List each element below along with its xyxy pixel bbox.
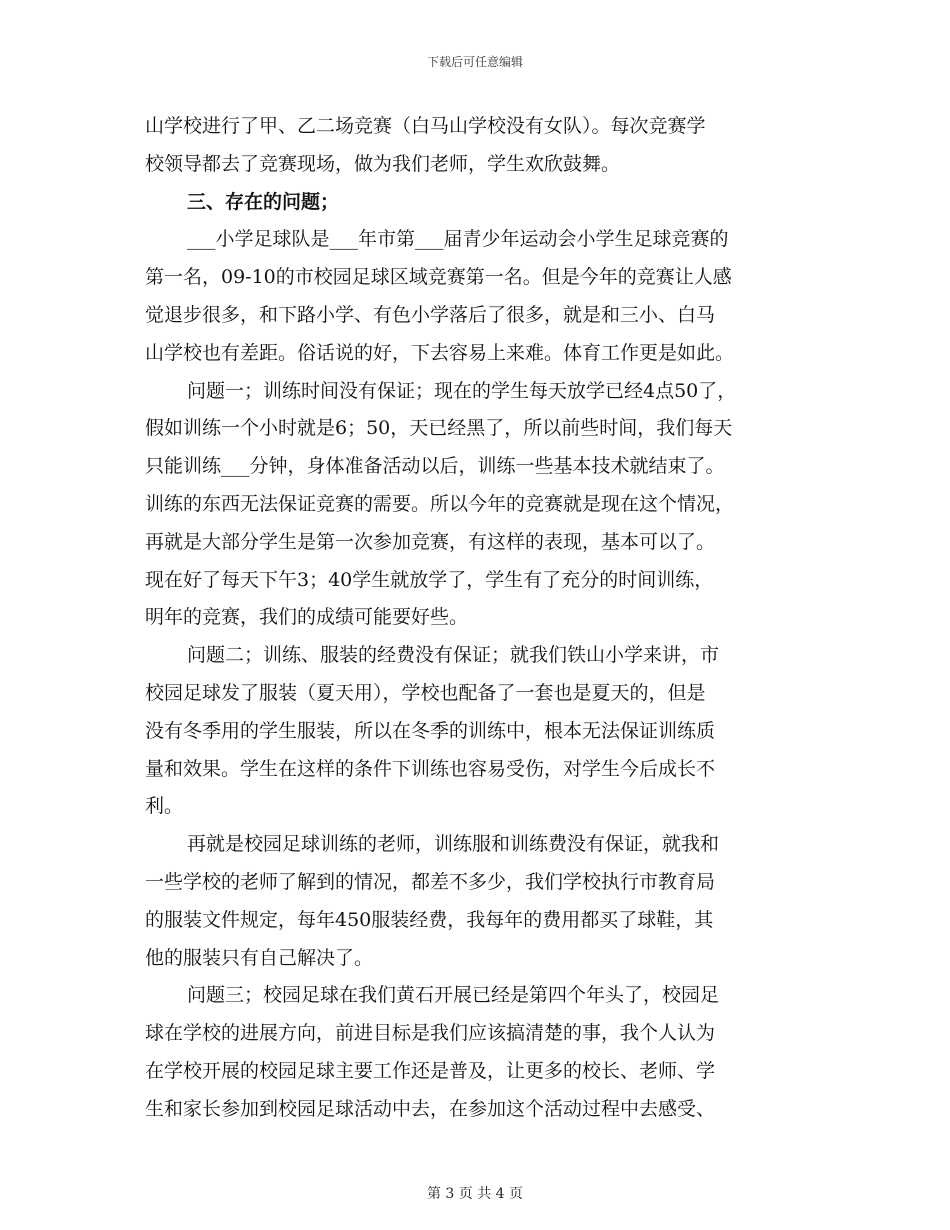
section-heading: 三、存在的问题； <box>187 190 340 213</box>
text-line: 假如训练一个小时就是6；50，天已经黑了，所以前些时间，我们每天 <box>145 417 733 440</box>
text-line: 校领导都去了竞赛现场，做为我们老师，学生欢欣鼓舞。 <box>145 152 621 175</box>
text-line: 问题三；校园足球在我们黄石开展已经是第四个年头了，校园足 <box>187 984 720 1007</box>
text-line: 校园足球发了服装（夏天用），学校也配备了一套也是夏天的，但是 <box>145 681 706 704</box>
text-line: 山学校进行了甲、乙二场竞赛（白马山学校没有女队）。每次竞赛学 <box>145 115 706 137</box>
text-line: 一些学校的老师了解到的情况，都差不多少，我们学校执行市教育局 <box>145 870 716 893</box>
document-body <box>145 108 810 1129</box>
text-line: 现在好了每天下午3；40学生就放学了，学生有了充分的时间训练， <box>145 568 714 591</box>
text-line: 没有冬季用的学生服装，所以在冬季的训练中，根本无法保证训练质 <box>145 719 716 742</box>
text-line: 训练的东西无法保证竞赛的需要。所以今年的竞赛就是现在这个情况， <box>145 492 735 515</box>
text-line: 明年的竞赛，我们的成绩可能要好些。 <box>145 606 469 629</box>
text-line: ___小学足球队是___年市第___届青少年运动会小学生足球竞赛的 <box>187 228 729 251</box>
text-line: 问题二；训练、服装的经费没有保证；就我们铁山小学来讲，市 <box>187 644 720 667</box>
text-line: 觉退步很多，和下路小学、有色小学落后了很多，就是和三小、白马 <box>145 303 716 326</box>
text-line: 利。 <box>145 795 184 818</box>
text-line: 只能训练___分钟，身体准备活动以后，训练一些基本技术就结束了。 <box>145 455 725 478</box>
text-line: 他的服装只有自己解决了。 <box>145 946 374 969</box>
text-line: 山学校也有差距。俗话说的好，下去容易上来难。体育工作更是如此。 <box>145 341 735 364</box>
text-line: 再就是大部分学生是第一次参加竞赛，有这样的表现，基本可以了。 <box>145 530 716 553</box>
text-line: 量和效果。学生在这样的条件下训练也容易受伤，对学生今后成长不 <box>145 757 716 780</box>
text-line: 球在学校的进展方向，前进目标是我们应该搞清楚的事，我个人认为 <box>145 1022 716 1045</box>
text-line: 生和家长参加到校园足球活动中去，在参加这个活动过程中去感受、 <box>145 1097 716 1120</box>
page-header: 下载后可任意编辑 <box>426 55 523 69</box>
text-line: 在学校开展的校园足球主要工作还是普及，让更多的校长、老师、学 <box>145 1059 716 1082</box>
text-line: 问题一；训练时间没有保证；现在的学生每天放学已经4点50了， <box>187 379 737 402</box>
text-line: 的服装文件规定，每年450服装经费，我每年的费用都买了球鞋，其 <box>145 908 714 931</box>
page-footer: 第 3 页 共 4 页 <box>426 1186 524 1202</box>
text-line: 第一名，09-10的市校园足球区域竞赛第一名。但是今年的竞赛让人感 <box>145 266 732 289</box>
text-line: 再就是校园足球训练的老师，训练服和训练费没有保证，就我和 <box>187 833 720 856</box>
